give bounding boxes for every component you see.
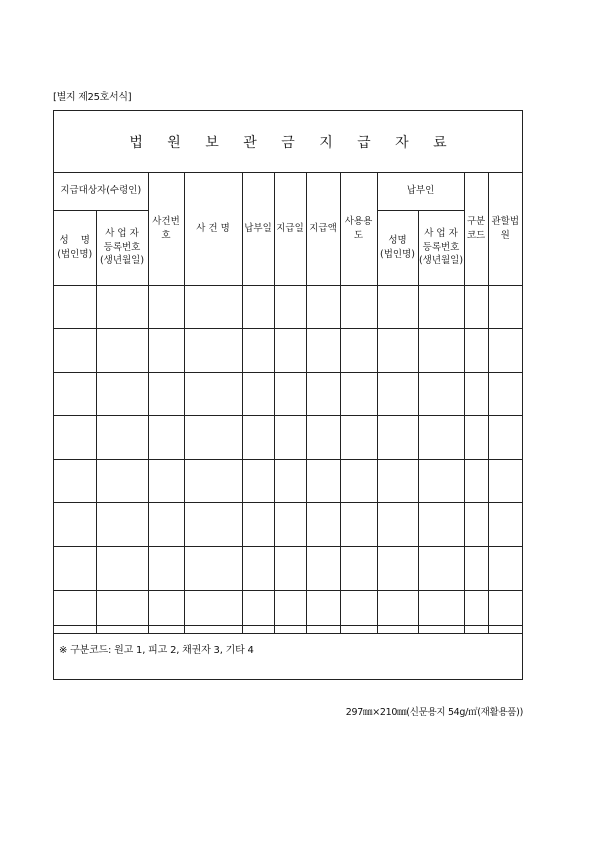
payer-bizno-line3: (생년월일)	[418, 255, 464, 267]
table-cell[interactable]	[184, 503, 242, 547]
table-cell[interactable]	[464, 372, 488, 416]
court-header: 관할법원	[488, 173, 522, 285]
table-cell[interactable]	[418, 547, 464, 591]
table-cell[interactable]	[488, 459, 522, 503]
payment-table	[54, 173, 522, 634]
payer-name-line1: 성명	[388, 234, 407, 246]
table-cell[interactable]	[274, 503, 306, 547]
paper-spec: 297㎜×210㎜(신문용지 54g/㎡(재활용품))	[345, 707, 523, 718]
table-cell[interactable]	[184, 329, 242, 373]
table-cell[interactable]	[274, 459, 306, 503]
payment-in-date-header: 납부일	[242, 173, 274, 285]
table-cell[interactable]	[96, 285, 148, 329]
table-cell[interactable]	[340, 547, 377, 591]
table-cell[interactable]	[306, 329, 340, 373]
table-cell[interactable]	[418, 416, 464, 460]
table-cell[interactable]	[377, 459, 418, 503]
payer-bizno-line1: 사 업 자	[424, 227, 458, 239]
table-cell[interactable]	[184, 459, 242, 503]
table-cell[interactable]	[96, 503, 148, 547]
table-cell[interactable]	[148, 547, 184, 591]
case-name-header: 사 건 명	[184, 173, 242, 285]
case-number-header: 사건번호	[148, 173, 184, 285]
table-cell[interactable]	[488, 547, 522, 591]
table-cell[interactable]	[377, 503, 418, 547]
table-cell[interactable]	[418, 329, 464, 373]
table-cell[interactable]	[96, 372, 148, 416]
table-cell[interactable]	[54, 285, 96, 329]
payment-out-date-header: 지급일	[274, 173, 306, 285]
table-cell[interactable]	[418, 503, 464, 547]
table-cell[interactable]	[148, 329, 184, 373]
table-cell[interactable]	[306, 547, 340, 591]
table-cell[interactable]	[96, 329, 148, 373]
table-row	[54, 416, 522, 460]
table-cell[interactable]	[418, 285, 464, 329]
table-cell[interactable]	[340, 416, 377, 460]
recipient-group-header: 지급대상자(수령인)	[54, 173, 148, 210]
table-cell[interactable]	[464, 459, 488, 503]
table-cell[interactable]	[242, 416, 274, 460]
table-cell[interactable]	[54, 503, 96, 547]
table-cell[interactable]	[274, 372, 306, 416]
table-cell[interactable]	[306, 285, 340, 329]
table-cell[interactable]	[148, 416, 184, 460]
table-cell[interactable]	[148, 372, 184, 416]
table-cell[interactable]	[340, 459, 377, 503]
form-number: [별지 제25호서식]	[53, 92, 132, 103]
table-cell[interactable]	[340, 285, 377, 329]
table-row	[54, 503, 522, 547]
table-cell[interactable]	[96, 547, 148, 591]
code-note: ※ 구분코드: 원고 1, 피고 2, 채권자 3, 기타 4	[54, 625, 522, 679]
table-row	[54, 547, 522, 591]
table-cell[interactable]	[377, 372, 418, 416]
table-cell[interactable]	[54, 329, 96, 373]
table-cell[interactable]	[377, 416, 418, 460]
table-cell[interactable]	[377, 329, 418, 373]
table-cell[interactable]	[184, 372, 242, 416]
table-cell[interactable]	[464, 416, 488, 460]
table-cell[interactable]	[148, 285, 184, 329]
table-cell[interactable]	[464, 285, 488, 329]
table-cell[interactable]	[242, 547, 274, 591]
table-cell[interactable]	[464, 329, 488, 373]
code-header-line1: 구분	[466, 215, 486, 227]
table-cell[interactable]	[96, 459, 148, 503]
table-cell[interactable]	[488, 285, 522, 329]
recipient-bizno-line1: 사 업 자	[105, 227, 139, 239]
header-row-1	[54, 173, 522, 210]
table-cell[interactable]	[377, 285, 418, 329]
table-cell[interactable]	[54, 372, 96, 416]
table-cell[interactable]	[242, 459, 274, 503]
form-title: 법 원 보 관 금 지 급 자 료	[129, 134, 457, 151]
table-cell[interactable]	[242, 372, 274, 416]
purpose-header: 사용용도	[340, 173, 377, 285]
table-cell[interactable]	[464, 547, 488, 591]
payer-bizno-line2: 등록번호	[422, 241, 460, 253]
table-cell[interactable]	[242, 503, 274, 547]
table-cell[interactable]	[377, 547, 418, 591]
table-cell[interactable]	[340, 329, 377, 373]
payer-bizno-header	[418, 210, 464, 285]
code-header-line2: 코드	[466, 229, 486, 241]
title-row	[54, 111, 522, 173]
recipient-name-line2: (법인명)	[57, 248, 93, 260]
recipient-name-line1: 성 명	[59, 234, 90, 246]
table-cell[interactable]	[488, 503, 522, 547]
table-cell[interactable]	[488, 416, 522, 460]
table-cell[interactable]	[464, 503, 488, 547]
table-cell[interactable]	[418, 372, 464, 416]
table-cell[interactable]	[96, 416, 148, 460]
table-cell[interactable]	[274, 416, 306, 460]
table-cell[interactable]	[184, 416, 242, 460]
form-frame	[53, 110, 523, 680]
table-cell[interactable]	[306, 459, 340, 503]
table-cell[interactable]	[274, 285, 306, 329]
table-cell[interactable]	[54, 416, 96, 460]
table-cell[interactable]	[54, 459, 96, 503]
recipient-bizno-header	[96, 210, 148, 285]
recipient-bizno-line2: 등록번호	[103, 241, 141, 253]
payer-name-line2: (법인명)	[380, 248, 415, 260]
payer-name-header	[377, 210, 418, 285]
table-row	[54, 285, 522, 329]
table-row	[54, 372, 522, 416]
table-cell[interactable]	[418, 459, 464, 503]
table-cell[interactable]	[184, 547, 242, 591]
table-cell[interactable]	[488, 329, 522, 373]
table-cell[interactable]	[306, 503, 340, 547]
table-cell[interactable]	[274, 329, 306, 373]
table-cell[interactable]	[184, 285, 242, 329]
recipient-name-header	[54, 210, 96, 285]
table-cell[interactable]	[306, 416, 340, 460]
table-row	[54, 329, 522, 373]
table-body	[54, 285, 522, 634]
table-cell[interactable]	[306, 372, 340, 416]
table-cell[interactable]	[274, 547, 306, 591]
code-header	[464, 173, 488, 285]
amount-header: 지급액	[306, 173, 340, 285]
table-cell[interactable]	[340, 372, 377, 416]
table-cell[interactable]	[148, 503, 184, 547]
table-cell[interactable]	[242, 285, 274, 329]
table-cell[interactable]	[148, 459, 184, 503]
table-cell[interactable]	[54, 547, 96, 591]
recipient-bizno-line3: (생년월일)	[99, 255, 145, 267]
table-cell[interactable]	[340, 503, 377, 547]
table-cell[interactable]	[242, 329, 274, 373]
table-cell[interactable]	[488, 372, 522, 416]
table-row	[54, 459, 522, 503]
payer-group-header: 납부인	[377, 173, 464, 210]
